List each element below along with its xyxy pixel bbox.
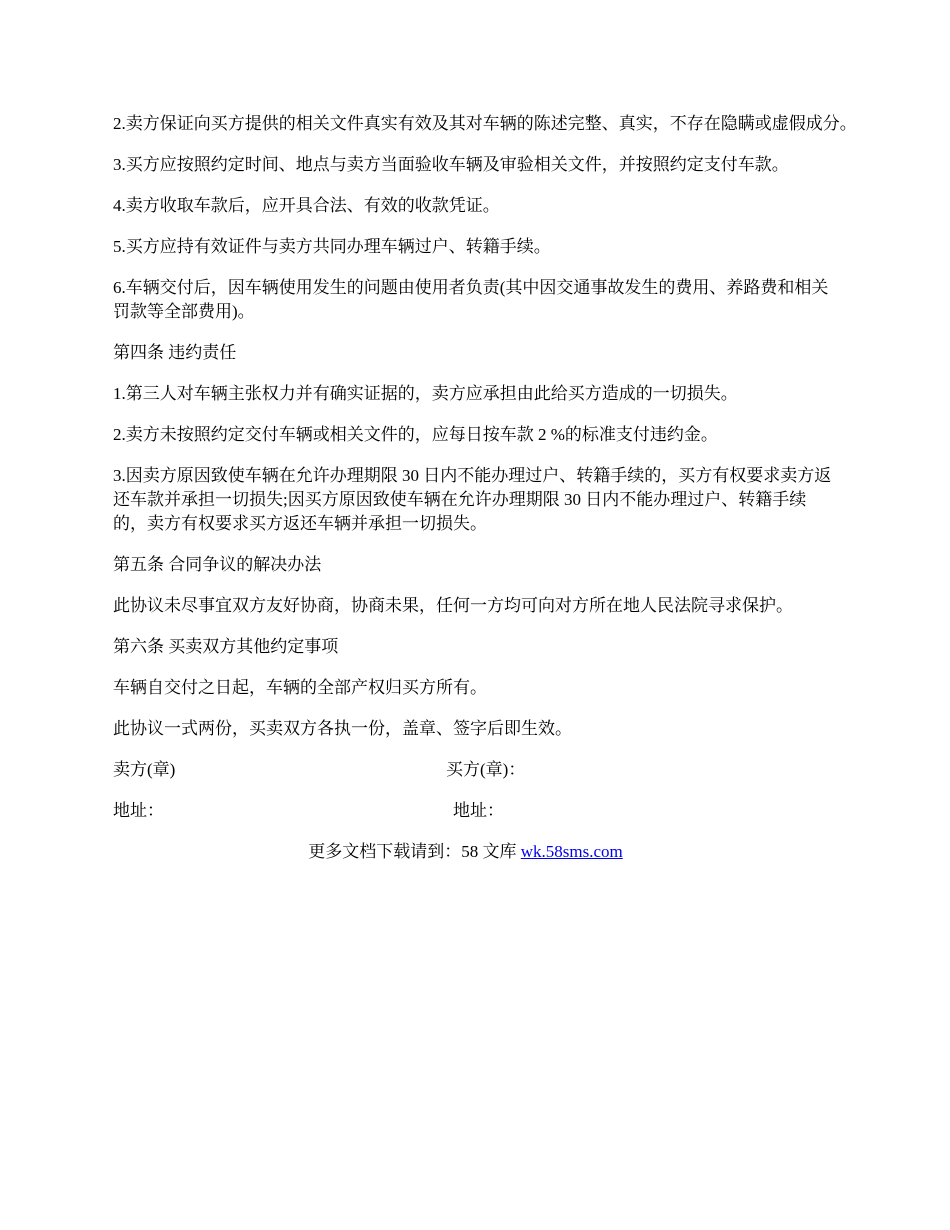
clause-paragraph: 4.卖方收取车款后，应开具合法、有效的收款凭证。 — [113, 196, 500, 215]
section-heading: 第六条 买卖双方其他约定事项 — [113, 637, 339, 656]
clause-paragraph: 3.因卖方原因致使车辆在允许办理期限 30 日内不能办理过户、转籍手续的，买方有权要求卖方返还车款并承担一切损失;因买方原因致使车辆在允许办理期限 30 日内不能办理过户、转籍手续的，卖方有权要求买方返还车辆并承担一切损失。 — [113, 466, 832, 533]
clause-paragraph: 6.车辆交付后，因车辆使用发生的问题由使用者负责(其中因交通事故发生的费用、养路费和相关罚款等全部费用)。 — [113, 278, 829, 321]
footer-note — [113, 840, 858, 864]
section-heading: 第五条 合同争议的解决办法 — [113, 555, 322, 574]
clause-paragraph: 1.第三人对车辆主张权力并有确实证据的，卖方应承担由此给买方造成的一切损失。 — [113, 384, 738, 403]
clause-paragraph: 此协议未尽事宜双方友好协商，协商未果，任何一方均可向对方所在地人民法院寻求保护。 — [113, 596, 793, 615]
document-page — [113, 112, 858, 864]
clause-paragraph: 5.买方应持有效证件与卖方共同办理车辆过户、转籍手续。 — [113, 237, 551, 256]
clause-paragraph: 车辆自交付之日起，车辆的全部产权归买方所有。 — [113, 678, 487, 697]
footer-link[interactable]: wk.58sms.com — [520, 842, 623, 861]
buyer-seal-label: 买方(章)： — [446, 760, 526, 779]
buyer-address-label: 地址： — [453, 801, 504, 820]
seller-address-label: 地址： — [113, 801, 164, 820]
address-row — [113, 799, 858, 823]
clause-paragraph: 3.买方应按照约定时间、地点与卖方当面验收车辆及审验相关文件，并按照约定支付车款。 — [113, 155, 789, 174]
footer-text: 更多文档下载请到：58 文库 — [308, 842, 521, 861]
signature-row — [113, 758, 858, 782]
clause-paragraph: 此协议一式两份，买卖双方各执一份，盖章、签字后即生效。 — [113, 719, 572, 738]
section-heading: 第四条 违约责任 — [113, 343, 237, 362]
clause-paragraph: 2.卖方未按照约定交付车辆或相关文件的，应每日按车款 2 %的标准支付违约金。 — [113, 425, 718, 444]
seller-seal-label: 卖方(章) — [113, 760, 176, 779]
clause-paragraph: 2.卖方保证向买方提供的相关文件真实有效及其对车辆的陈述完整、真实，不存在隐瞒或虚假成分。 — [113, 114, 857, 133]
